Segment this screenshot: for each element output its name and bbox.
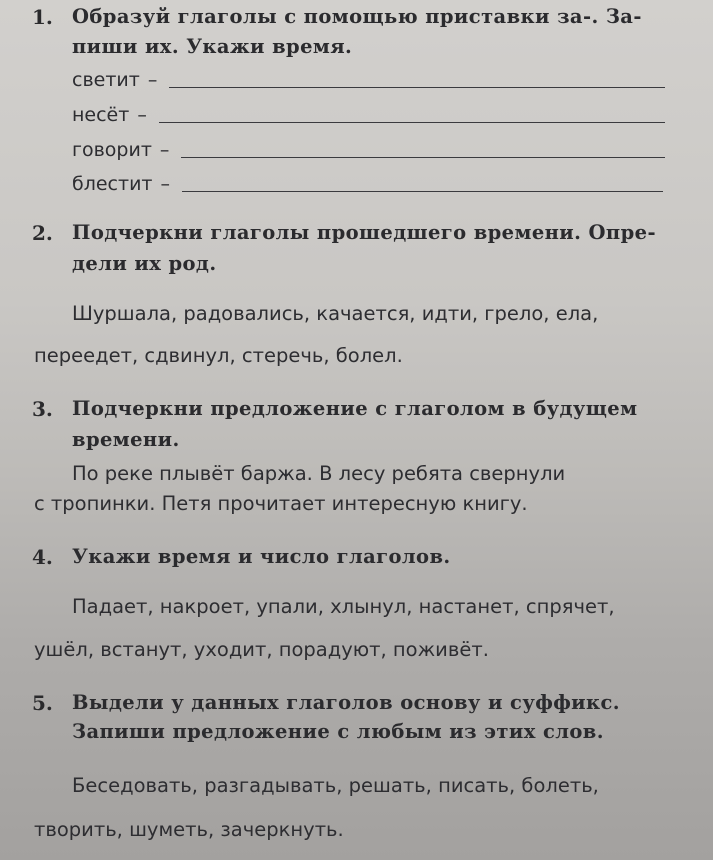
fill-blank-row[interactable] <box>72 168 663 196</box>
task-number: 3. <box>32 397 53 421</box>
answer-line[interactable] <box>181 156 665 158</box>
task-body-line: Шуршала, радовались, качается, идти, грело, ела, <box>72 302 599 325</box>
task-body-line: переедет, сдвинул, стеречь, болел. <box>34 344 403 367</box>
blank-word: светит <box>72 69 140 91</box>
task-number: 1. <box>32 5 53 29</box>
task-number: 2. <box>32 221 53 245</box>
fill-blank-row[interactable] <box>72 64 665 92</box>
task-body-line: с тропинки. Петя прочитает интересную книгу. <box>34 492 528 515</box>
answer-line[interactable] <box>169 86 665 88</box>
task-heading-line: Подчеркни предложение с глаголом в будущем <box>72 397 638 420</box>
task-heading-line: дели их род. <box>72 252 217 275</box>
task-body-line: Падает, накроет, упали, хлынул, настанет, спрячет, <box>72 595 615 618</box>
blank-dash: – <box>159 139 170 161</box>
task-heading-line: пиши их. Укажи время. <box>72 35 353 58</box>
task-body-line: Беседовать, разгадывать, решать, писать, болеть, <box>72 774 599 797</box>
task-body-line: ушёл, встанут, уходит, порадуют, поживёт. <box>34 638 489 661</box>
blank-word: говорит <box>72 139 152 161</box>
blank-dash: – <box>160 173 170 195</box>
answer-line[interactable] <box>159 121 665 123</box>
task-heading-line: времени. <box>72 428 180 451</box>
task-heading-line: Образуй глаголы с помощью приставки за-. За- <box>72 5 642 28</box>
task-heading-line: Укажи время и число глаголов. <box>72 545 451 568</box>
task-body-line: По реке плывёт баржа. В лесу ребята свернули <box>72 462 566 485</box>
fill-blank-row[interactable] <box>72 99 665 127</box>
fill-blank-row[interactable] <box>72 134 665 162</box>
task-body-line: творить, шуметь, зачеркнуть. <box>34 818 344 841</box>
task-number: 5. <box>32 691 53 715</box>
task-heading-line: Подчеркни глаголы прошедшего времени. Опре- <box>72 221 656 244</box>
blank-word: блестит <box>72 173 153 195</box>
task-number: 4. <box>32 545 53 569</box>
answer-line[interactable] <box>182 190 663 192</box>
blank-dash: – <box>147 69 158 91</box>
blank-dash: – <box>137 104 147 126</box>
task-heading-line: Выдели у данных глаголов основу и суффикс. <box>72 691 620 714</box>
task-heading-line: Запиши предложение с любым из этих слов. <box>72 720 604 743</box>
blank-word: несёт <box>72 104 130 126</box>
